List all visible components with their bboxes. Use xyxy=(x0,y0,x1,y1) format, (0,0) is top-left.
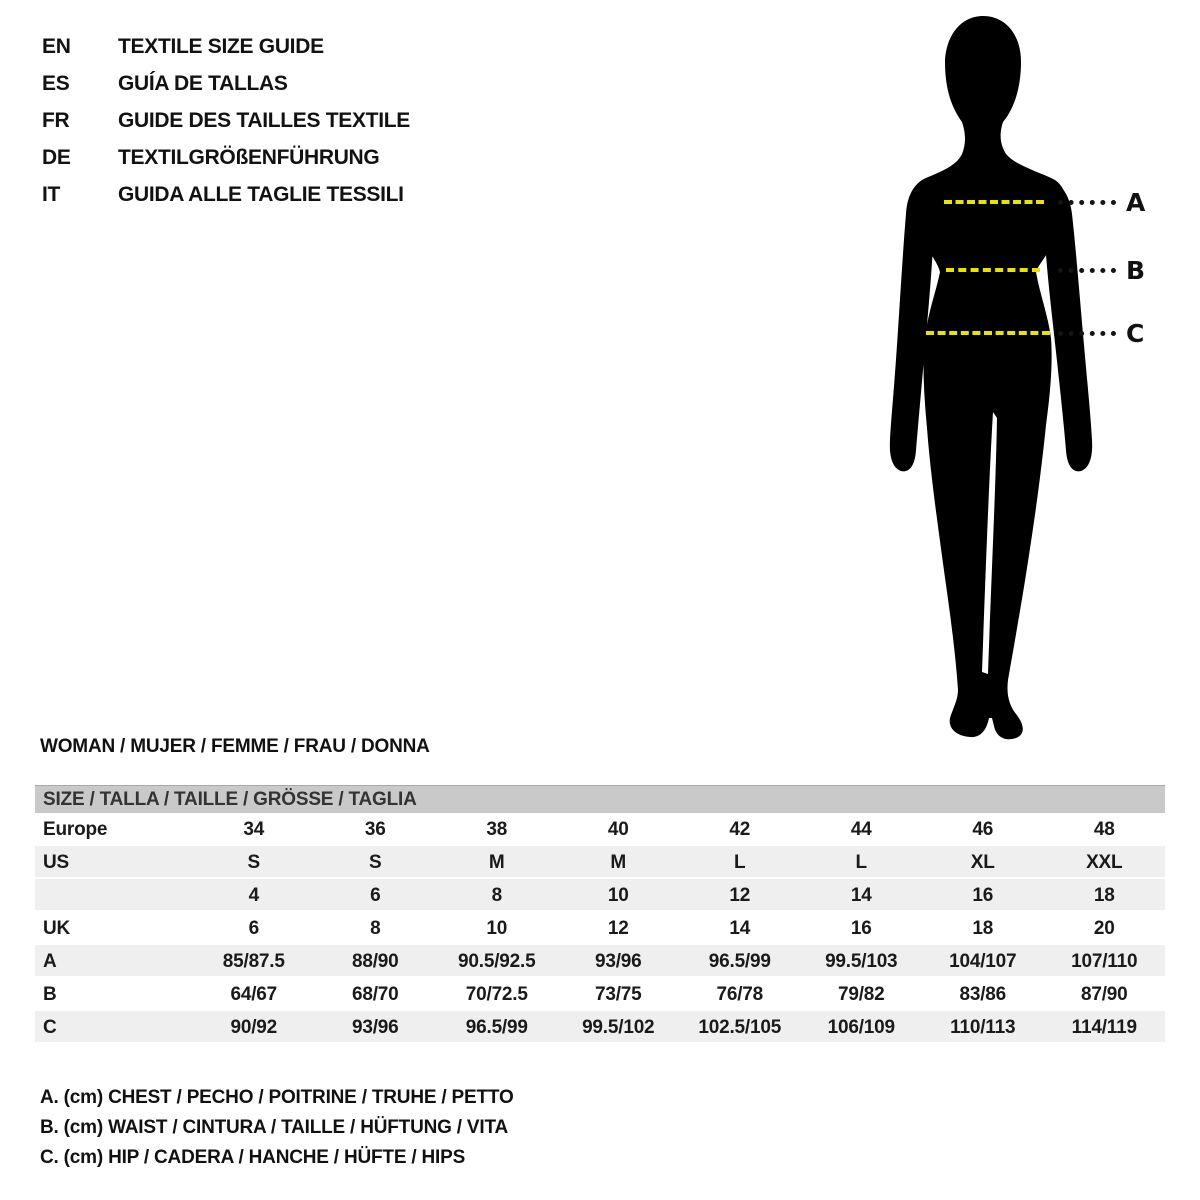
row-label: UK xyxy=(43,917,71,939)
chest-measure-line xyxy=(944,200,1044,204)
language-code: DE xyxy=(42,145,71,169)
table-cell: M xyxy=(610,851,627,873)
row-label: US xyxy=(43,851,69,873)
table-cell: 14 xyxy=(729,917,751,939)
row-label: A xyxy=(43,950,57,972)
table-cell: 6 xyxy=(248,917,259,939)
section-title: WOMAN / MUJER / FEMME / FRAU / DONNA xyxy=(40,736,430,757)
hip-leader-line xyxy=(1058,331,1116,336)
marker-b-label: B xyxy=(1126,256,1146,285)
language-guide-title: GUÍA DE TALLAS xyxy=(118,71,288,95)
table-cell: 16 xyxy=(850,917,872,939)
language-row-de xyxy=(42,139,410,176)
table-cell: XL xyxy=(970,851,995,873)
table-row xyxy=(35,1011,1165,1044)
language-guide-title: TEXTILGRÖßENFÜHRUNG xyxy=(118,145,380,169)
table-cell: 96.5/99 xyxy=(465,1016,528,1038)
table-cell: 104/107 xyxy=(949,950,1017,972)
measurement-legend xyxy=(40,1083,514,1173)
language-code: ES xyxy=(42,71,70,95)
table-cell: S xyxy=(369,851,382,873)
table-cell: 14 xyxy=(850,884,872,906)
table-cell: 99.5/102 xyxy=(582,1016,655,1038)
language-guide-title: TEXTILE SIZE GUIDE xyxy=(118,34,324,58)
size-table xyxy=(35,785,1165,1044)
table-cell: 73/75 xyxy=(594,983,642,1005)
waist-leader-line xyxy=(1058,268,1116,273)
table-cell: 42 xyxy=(729,818,751,840)
language-code: EN xyxy=(42,34,71,58)
marker-a-label: A xyxy=(1126,188,1146,217)
waist-measure-line xyxy=(946,268,1040,272)
table-cell: 4 xyxy=(248,884,259,906)
table-cell: 106/109 xyxy=(827,1016,895,1038)
table-cell: 99.5/103 xyxy=(825,950,898,972)
language-row-fr xyxy=(42,102,410,139)
legend-line: B. (cm) WAIST / CINTURA / TAILLE / HÜFTUNG / VITA xyxy=(40,1117,508,1138)
table-cell: 114/119 xyxy=(1071,1016,1137,1038)
table-cell: 34 xyxy=(243,818,265,840)
table-cell: 6 xyxy=(370,884,381,906)
table-cell: L xyxy=(734,851,746,873)
size-table-header: SIZE / TALLA / TAILLE / GRÖSSE / TAGLIA xyxy=(35,785,1165,813)
table-cell: M xyxy=(488,851,505,873)
table-cell: 46 xyxy=(972,818,994,840)
table-cell: 96.5/99 xyxy=(708,950,771,972)
table-cell: L xyxy=(855,851,867,873)
table-cell: 18 xyxy=(1093,884,1115,906)
language-guide-title: GUIDE DES TAILLES TEXTILE xyxy=(118,108,410,132)
table-row xyxy=(35,846,1165,879)
table-cell: 10 xyxy=(607,884,629,906)
table-cell: 85/87.5 xyxy=(222,950,285,972)
table-cell: 87/90 xyxy=(1080,983,1128,1005)
table-cell: 110/113 xyxy=(950,1016,1016,1038)
table-cell: 44 xyxy=(850,818,872,840)
table-cell: 93/96 xyxy=(351,1016,399,1038)
table-cell: 102.5/105 xyxy=(698,1016,782,1038)
table-cell: 12 xyxy=(729,884,751,906)
legend-line: A. (cm) CHEST / PECHO / POITRINE / TRUHE / PETTO xyxy=(40,1087,514,1108)
table-cell: 68/70 xyxy=(351,983,399,1005)
language-row-en xyxy=(42,28,410,65)
table-row xyxy=(35,912,1165,945)
marker-c-label: C xyxy=(1126,319,1145,348)
row-label: B xyxy=(43,983,57,1005)
table-row xyxy=(35,945,1165,978)
hip-measure-line xyxy=(926,331,1050,335)
table-cell: 107/110 xyxy=(1071,950,1138,972)
row-label: C xyxy=(43,1016,57,1038)
size-table-body xyxy=(35,813,1165,1044)
language-row-es xyxy=(42,65,410,102)
table-row xyxy=(35,813,1165,846)
language-list xyxy=(42,28,410,213)
table-cell: 18 xyxy=(972,917,994,939)
table-row xyxy=(35,978,1165,1011)
table-cell: 8 xyxy=(491,884,502,906)
table-row xyxy=(35,879,1165,912)
table-cell: 8 xyxy=(370,917,381,939)
table-cell: 64/67 xyxy=(230,983,278,1005)
row-label: Europe xyxy=(43,818,108,840)
table-cell: 90/92 xyxy=(230,1016,278,1038)
table-cell: 76/78 xyxy=(716,983,764,1005)
table-cell: 16 xyxy=(972,884,994,906)
table-cell: 93/96 xyxy=(594,950,642,972)
chest-leader-line xyxy=(1058,200,1116,205)
language-code: IT xyxy=(42,182,61,206)
table-cell: 12 xyxy=(607,917,629,939)
table-cell: XXL xyxy=(1086,851,1123,873)
table-cell: S xyxy=(247,851,260,873)
table-cell: 79/82 xyxy=(837,983,885,1005)
table-cell: 83/86 xyxy=(959,983,1007,1005)
table-cell: 70/72.5 xyxy=(465,983,528,1005)
legend-line: C. (cm) HIP / CADERA / HANCHE / HÜFTE / HIPS xyxy=(40,1147,466,1168)
table-cell: 40 xyxy=(607,818,629,840)
table-cell: 36 xyxy=(364,818,386,840)
language-guide-title: GUIDA ALLE TAGLIE TESSILI xyxy=(118,182,404,206)
table-cell: 38 xyxy=(486,818,508,840)
language-code: FR xyxy=(42,108,70,132)
table-cell: 88/90 xyxy=(351,950,399,972)
table-cell: 10 xyxy=(486,917,508,939)
table-cell: 90.5/92.5 xyxy=(458,950,536,972)
language-row-it xyxy=(42,176,410,213)
table-cell: 20 xyxy=(1093,917,1115,939)
table-cell: 48 xyxy=(1093,818,1115,840)
